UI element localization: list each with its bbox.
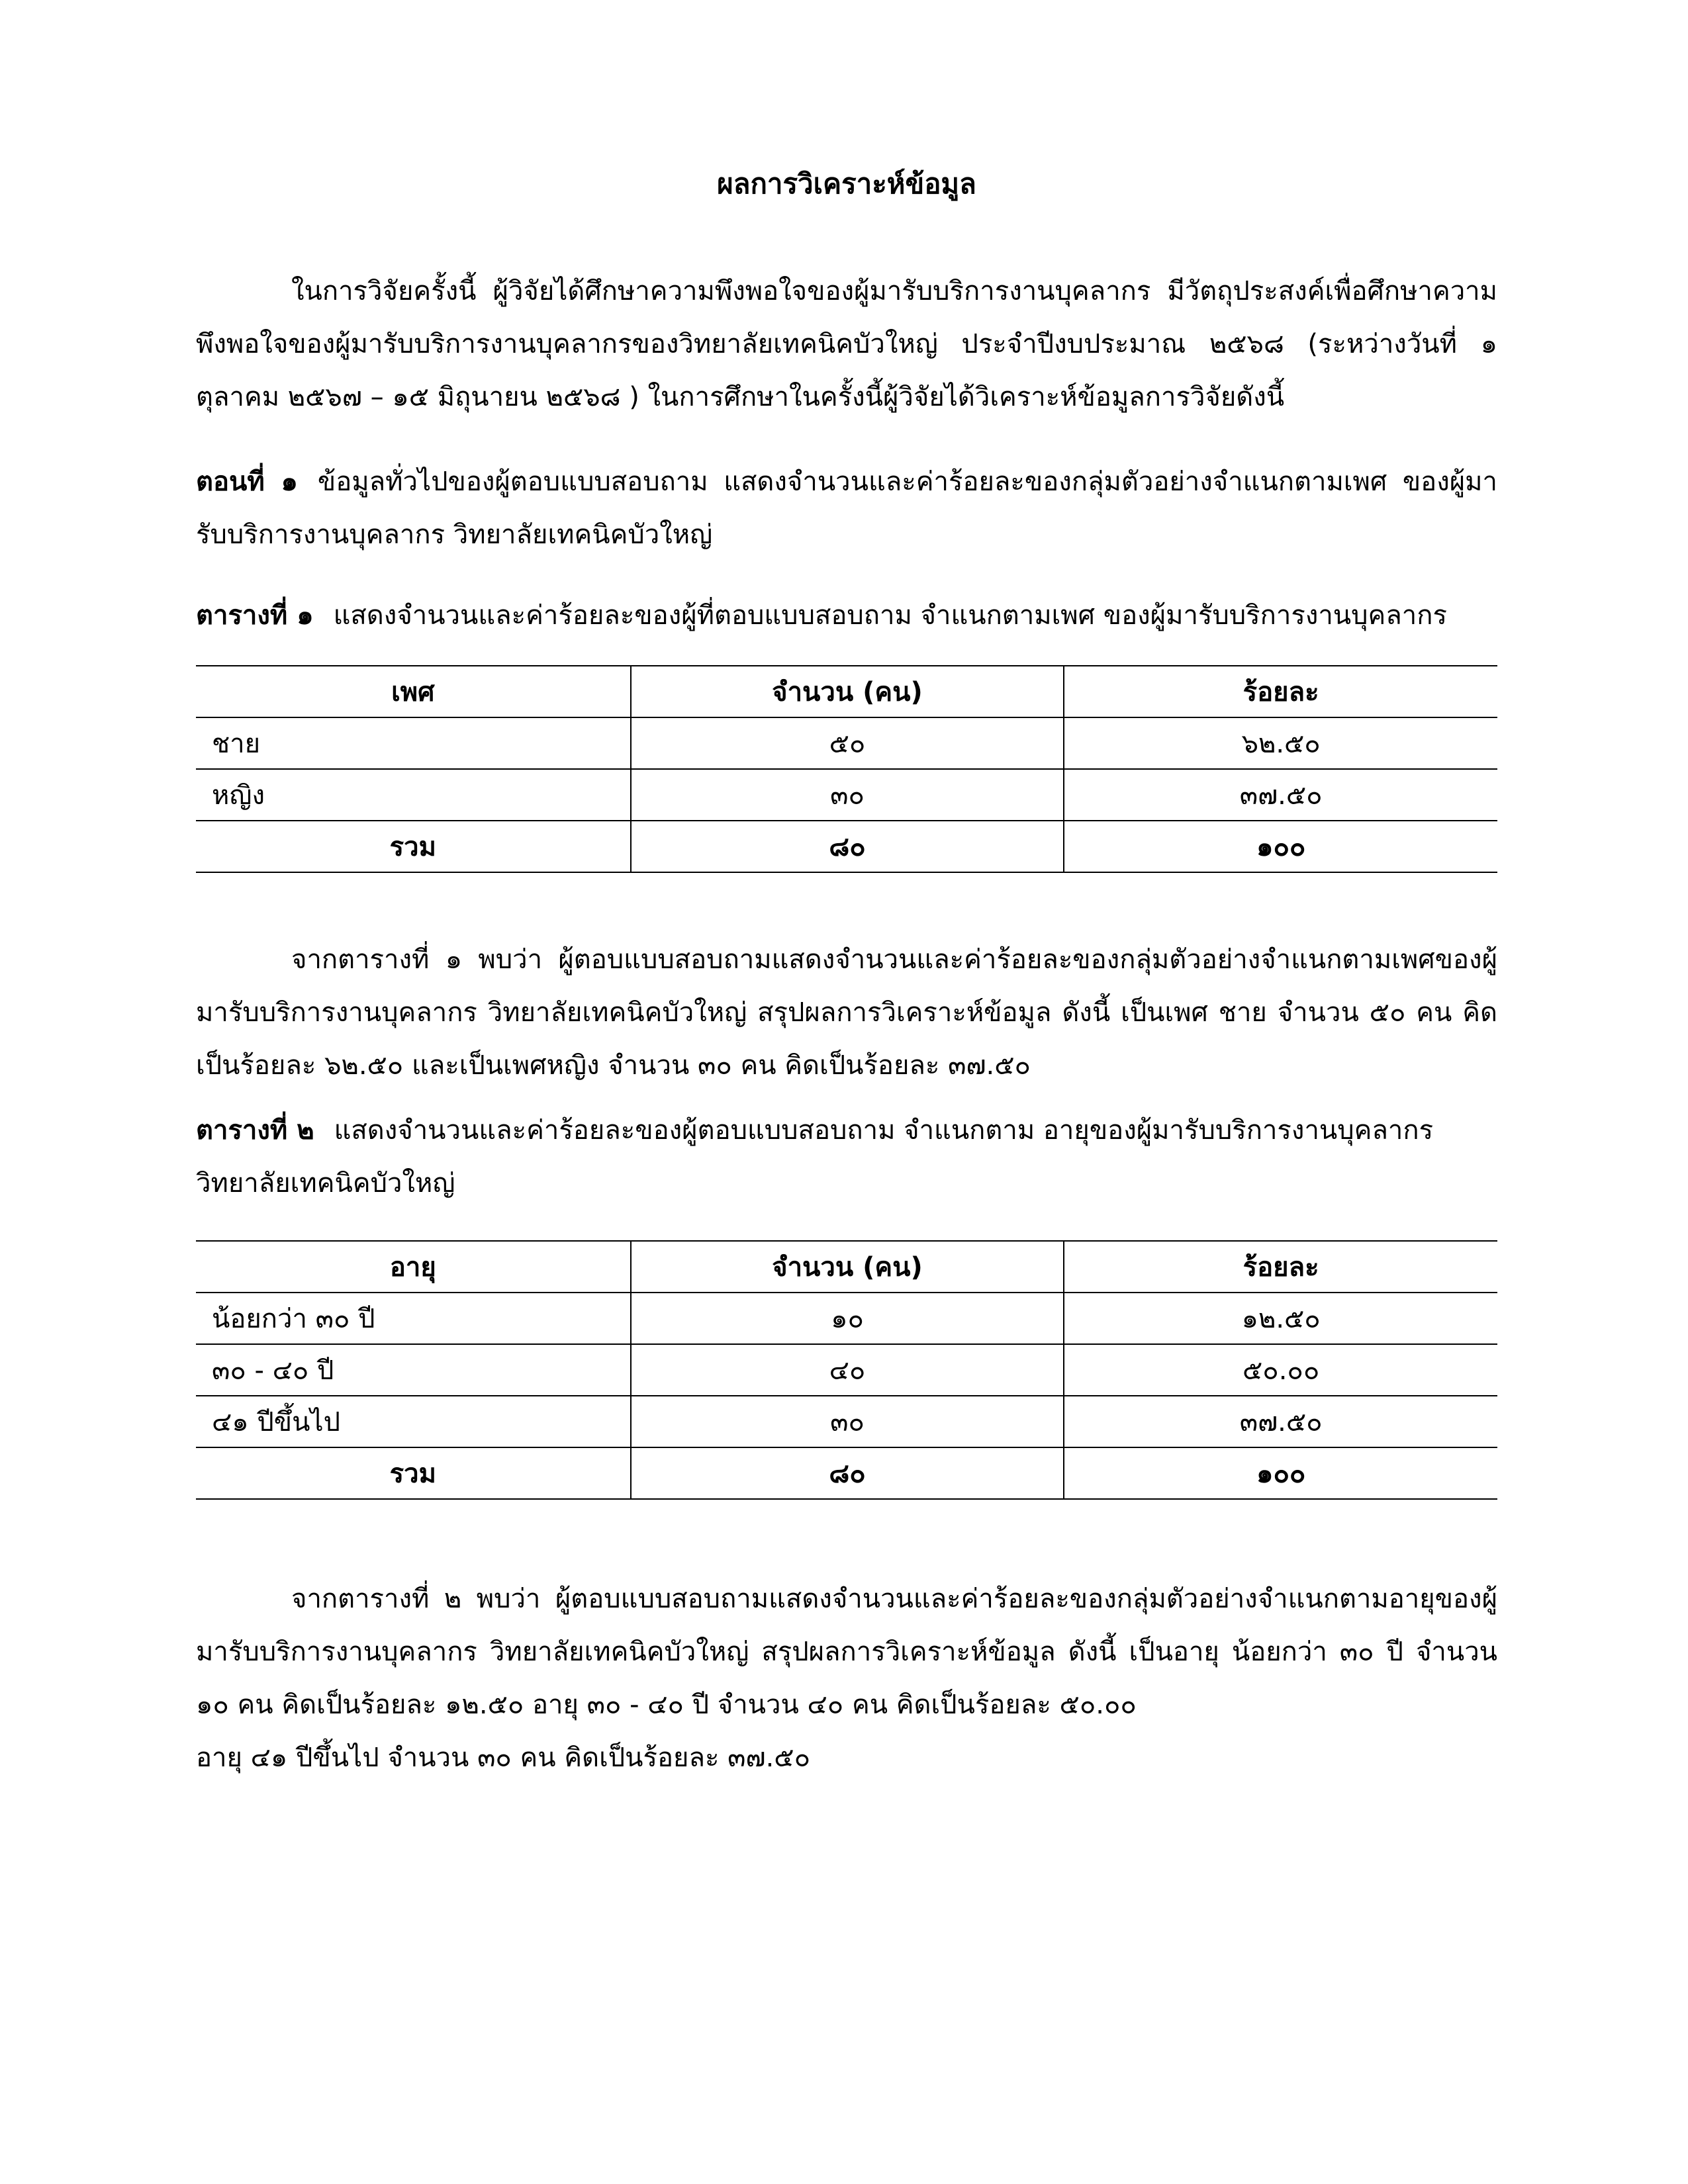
table-cell: ชาย: [212, 729, 261, 759]
table-cell: ๓๐ - ๔๐ ปี: [212, 1355, 334, 1386]
table-cell: ๔๐: [631, 1344, 1064, 1396]
table-1-caption: [196, 589, 1497, 642]
section-1-label: ตอนที่ ๑: [196, 467, 298, 497]
summary-2-paragraph: [196, 1572, 1497, 1784]
table-header-cell: ร้อยละ: [1064, 666, 1497, 717]
table-2-caption-text: แสดงจำนวนและค่าร้อยละของผู้ตอบแบบสอบถาม จำแนกตาม อายุของผู้มารับบริการงานบุคลากร วิทยาลัยเทคนิคบัวใหญ่: [196, 1115, 1434, 1199]
table-cell: รวม: [389, 832, 436, 862]
table-cell: ๑๐๐: [1064, 1447, 1497, 1499]
table-cell: น้อยกว่า ๓๐ ปี: [212, 1304, 375, 1334]
table-cell: ๓๐: [631, 1396, 1064, 1447]
table-header-cell: ร้อยละ: [1064, 1241, 1497, 1293]
section-1-paragraph: [196, 455, 1497, 561]
summary-2-main: จากตารางที่ ๒ พบว่า ผู้ตอบแบบสอบถามแสดงจำนวนและค่าร้อยละของกลุ่มตัวอย่างจำแนกตามอายุของผู้มารับบริการงานบุคลากร วิทยาลัยเทคนิคบัวใหญ่ สรุปผลการวิเคราะห์ข้อมูล ดังนี้ เป็นอายุ น้อยกว่า ๓๐ ปี จำนวน ๑๐ คน คิดเป็นร้อยละ ๑๒.๕๐ อายุ ๓๐ - ๔๐ ปี จำนวน ๔๐ คน คิดเป็นร้อยละ ๕๐.๐๐: [196, 1584, 1497, 1720]
table-1: [196, 665, 1497, 873]
table-cell: ๓๗.๕๐: [1064, 769, 1497, 821]
table-total-row: [196, 821, 1497, 872]
table-cell: ๓๐: [631, 769, 1064, 821]
table-2: [196, 1240, 1497, 1500]
summary-1-paragraph: จากตารางที่ ๑ พบว่า ผู้ตอบแบบสอบถามแสดงจำนวนและค่าร้อยละของกลุ่มตัวอย่างจำแนกตามเพศของผู้มารับบริการงานบุคลากร วิทยาลัยเทคนิคบัวใหญ่ สรุปผลการวิเคราะห์ข้อมูล ดังนี้ เป็นเพศ ชาย จำนวน ๕๐ คน คิดเป็นร้อยละ ๖๒.๕๐ และเป็นเพศหญิง จำนวน ๓๐ คน คิดเป็นร้อยละ ๓๗.๕๐: [196, 944, 1497, 1081]
table-cell: รวม: [389, 1459, 436, 1489]
table-row: [196, 1344, 1497, 1396]
table-header-row: [196, 666, 1497, 717]
table-header-cell: จำนวน (คน): [631, 1241, 1064, 1293]
table-total-row: [196, 1447, 1497, 1499]
table-1-caption-text: แสดงจำนวนและค่าร้อยละของผู้ที่ตอบแบบสอบถาม จำแนกตามเพศ ของผู้มารับบริการงานบุคลากร: [333, 600, 1447, 631]
table-cell: ๑๐: [631, 1293, 1064, 1344]
section-1-text: ข้อมูลทั่วไปของผู้ตอบแบบสอบถาม แสดงจำนวนและค่าร้อยละของกลุ่มตัวอย่างจำแนกตามเพศ ของผู้มารับบริการงานบุคลากร วิทยาลัยเทคนิคบัวใหญ่: [196, 467, 1497, 550]
table-header-cell: เพศ: [391, 677, 435, 707]
table-header-cell: อายุ: [389, 1252, 436, 1283]
table-2-caption: [196, 1104, 1497, 1210]
table-cell: ๕๐: [631, 717, 1064, 769]
table-cell: ๔๑ ปีขึ้นไป: [212, 1407, 340, 1437]
table-cell: ๘๐: [631, 821, 1064, 872]
table-row: [196, 1396, 1497, 1447]
table-cell: ๑๒.๕๐: [1064, 1293, 1497, 1344]
table-cell: ๖๒.๕๐: [1064, 717, 1497, 769]
table-row: [196, 769, 1497, 821]
table-header-cell: จำนวน (คน): [631, 666, 1064, 717]
summary-2-last-line: อายุ ๔๑ ปีขึ้นไป จำนวน ๓๐ คน คิดเป็นร้อยละ ๓๗.๕๐: [196, 1743, 810, 1773]
table-header-row: [196, 1241, 1497, 1293]
table-row: [196, 1293, 1497, 1344]
table-2-caption-label: ตารางที่ ๒: [196, 1115, 314, 1146]
page-title: ผลการวิเคราะห์ข้อมูล: [717, 167, 976, 200]
table-cell: ๕๐.๐๐: [1064, 1344, 1497, 1396]
table-cell: หญิง: [212, 780, 265, 811]
table-cell: ๘๐: [631, 1447, 1064, 1499]
table-1-caption-label: ตารางที่ ๑: [196, 600, 314, 631]
table-cell: ๑๐๐: [1064, 821, 1497, 872]
intro-paragraph: ในการวิจัยครั้งนี้ ผู้วิจัยได้ศึกษาความพึงพอใจของผู้มารับบริการงานบุคลากร มีวัตถุประสงค์เพื่อศึกษาความพึงพอใจของผู้มารับบริการงานบุคลากรของวิทยาลัยเทคนิคบัวใหญ่ ประจำปีงบประมาณ ๒๕๖๘ (ระหว่างวันที่ ๑ ตุลาคม ๒๕๖๗ – ๑๕ มิถุนายน ๒๕๖๘ ) ในการศึกษาในครั้งนี้ผู้วิจัยได้วิเคราะห์ข้อมูลการวิจัยดังนี้: [196, 276, 1497, 412]
table-row: [196, 717, 1497, 769]
table-cell: ๓๗.๕๐: [1064, 1396, 1497, 1447]
